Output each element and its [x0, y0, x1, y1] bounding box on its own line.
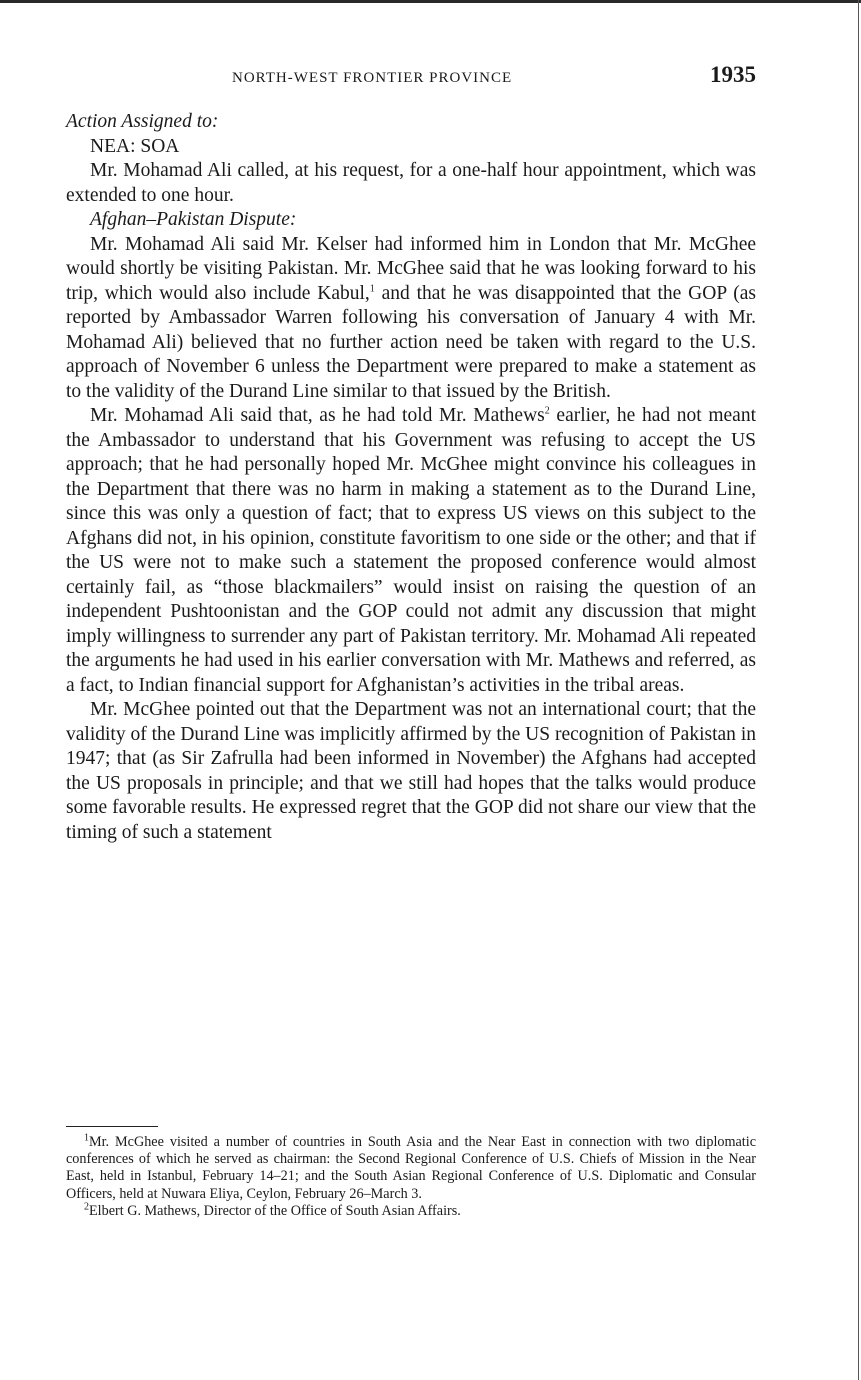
main-text — [66, 110, 756, 845]
paragraph-3 — [66, 404, 756, 698]
section-heading: Afghan–Pakistan Dispute: — [90, 209, 297, 230]
paragraph-2-text-a: Mr. Mohamad Ali said Mr. Kelser had informed him in London that Mr. McGhee would shortly be visiting Pakistan. Mr. McGhee said that he was looking forward to his trip, which would also include Kabul, — [66, 233, 756, 304]
footnote-mark-1: 1 — [84, 1132, 89, 1144]
footnote-ref-1: 1 — [369, 283, 375, 294]
action-assigned-value: NEA: SOA — [90, 135, 180, 157]
paragraph-4: Mr. McGhee pointed out that the Department was not an international court; that the validity of the Durand Line was implicitly affirmed by the US recognition of Pakistan in 1947; that (as Sir Zafrulla had been informed in November) the Afghans had accepted the US proposals in principle; and that we still had hopes that the talks would produce some favorable results. He expressed regret that the GOP did not share our view that the timing of such a statement — [66, 699, 756, 843]
paragraph-2 — [66, 233, 756, 405]
paragraph-3-text-b: earlier, he had not meant the Ambassador to understand that his Government was refusing to accept the US approach; that he had personally hoped Mr. McGhee might convince his colleagues in the Department that there was no harm in making a statement as to the Durand Line, since this was only a question of fact; that to express US views on this subject to the Afghans did not, in his opinion, constitute favoritism to one side or the other; and that if the US were not to make such a statement the proposed conference would almost certainly fail, as “those blackmailers” would insist on raising the question of an independent Pushtoonistan and the GOP could not admit any discussion that might imply willingness to surrender any part of Pakistan territory. Mr. Mohamad Ali repeated the arguments he had used in his earlier conversation with Mr. Mathews and referred, as a fact, to Indian financial support for Afghanistan’s activities in the tribal areas. — [66, 405, 756, 696]
page-header — [66, 62, 756, 92]
footnote-mark-2: 2 — [84, 1201, 89, 1213]
footnote-ref-2: 2 — [544, 405, 550, 417]
footnote-text-2: Elbert G. Mathews, Director of the Office of South Asian Affairs. — [89, 1202, 461, 1219]
footnote-divider — [66, 1126, 158, 1127]
paragraph-3-text-a: Mr. Mohamad Ali said that, as he had told Mr. Mathews — [90, 405, 545, 426]
running-head: NORTH-WEST FRONTIER PROVINCE — [232, 70, 513, 86]
paragraph-2-text-b: and that he was disappointed that the GOP (as reported by Ambassador Warren following his conversation of January 4 with Mr. Mohamad Ali) believed that no further action need be taken with regard to the U.S. approach of November 6 unless the Department were prepared to make a statement as to the validity of the Durand Line similar to that issued by the British. — [66, 282, 756, 402]
top-border — [0, 0, 861, 3]
paragraph-1: Mr. Mohamad Ali called, at his request, for a one-half hour appointment, which was extended to one hour. — [66, 160, 756, 206]
page-number: 1935 — [710, 62, 756, 87]
footnotes — [66, 1134, 756, 1220]
footnote-2 — [66, 1203, 756, 1220]
right-border — [858, 0, 859, 1380]
action-assigned-label: Action Assigned to: — [66, 111, 219, 132]
footnote-text-1: Mr. McGhee visited a number of countries in South Asia and the Near East in connection with two diplomatic conferences of which he served as chairman: the Second Regional Conference of U.S. Chiefs of Mission in the Near East, held in Istanbul, February 14–21; and the South Asian Regional Conference of U.S. Diplomatic and Consular Officers, held at Nuwara Eliya, Ceylon, February 26–March 3. — [66, 1134, 756, 1202]
footnote-1 — [66, 1134, 756, 1203]
